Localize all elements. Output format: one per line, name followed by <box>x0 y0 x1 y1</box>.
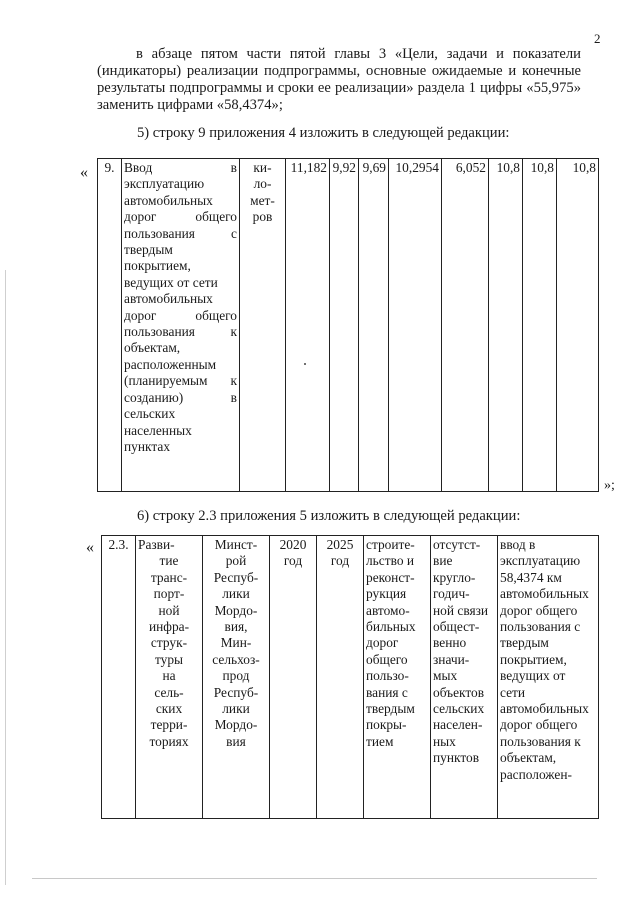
page-number: 2 <box>594 31 601 46</box>
value-cell: 6,052 <box>442 159 489 492</box>
content-line: вания с <box>366 684 408 700</box>
result-line: 58,4374 км <box>500 569 562 585</box>
measure-line: сель- <box>154 684 184 700</box>
content-line: тием <box>366 733 394 749</box>
table-appendix-5-row-2-3 <box>101 535 599 819</box>
executor-line: прод <box>222 668 250 684</box>
name-line: твердым <box>124 242 173 258</box>
consequence-line: венно <box>433 635 467 651</box>
unit-cell <box>240 159 286 492</box>
measure-line: порт- <box>153 586 185 602</box>
unit-line: ло- <box>253 176 272 192</box>
name-line: сельских <box>124 406 176 422</box>
paragraph-line: результаты подпрограммы и сроки ее реализации» раздела 1 цифры «55,975» <box>97 80 581 96</box>
measure-line: ториях <box>149 733 189 749</box>
measure-line: транс- <box>150 569 188 585</box>
content-cell <box>364 536 431 819</box>
consequence-cell <box>431 536 498 819</box>
value-cell: 9,69 <box>359 159 389 492</box>
executor-line: Респуб- <box>213 684 259 700</box>
content-line: бильных <box>366 619 416 635</box>
result-line: ведущих от <box>500 668 566 684</box>
start-year-cell <box>270 536 317 819</box>
content-line: общего <box>366 651 408 667</box>
unit-line: ки- <box>253 160 272 175</box>
consequence-line: общест- <box>433 619 480 635</box>
executor-line: рой <box>225 553 247 569</box>
content-line: льство и <box>366 553 415 569</box>
name-line: (планируемым к <box>124 373 237 389</box>
measure-name-cell <box>136 536 203 819</box>
content-line: покры- <box>366 717 407 733</box>
close-quote-1: »; <box>604 478 615 493</box>
result-line: дорог общего <box>500 717 578 733</box>
result-line: расположен- <box>500 766 572 782</box>
measure-line: Разви- <box>138 537 175 552</box>
unit-line: мет- <box>250 192 275 208</box>
scan-edge <box>5 270 6 885</box>
content-line: пользо- <box>366 668 409 684</box>
consequence-line: вие <box>433 553 453 569</box>
name-line: эксплуатацию <box>124 176 205 192</box>
name-line: дорог общего <box>124 209 237 225</box>
consequence-line: мых <box>433 668 458 684</box>
content-line: твердым <box>366 701 415 717</box>
value-cell: 9,92 <box>330 159 359 492</box>
paragraph-amendment <box>97 46 581 114</box>
table-appendix-4-row-9 <box>97 158 599 492</box>
measure-line: инфра- <box>148 619 190 635</box>
result-line: пользования к <box>500 733 581 749</box>
name-line: пользования к <box>124 324 237 340</box>
name-line: Ввод в <box>124 160 237 175</box>
name-line: дорог общего <box>124 307 237 323</box>
executor-line: Респуб- <box>213 569 259 585</box>
result-line: объектам, <box>500 750 557 766</box>
paragraph-line: заменить цифрами «58,4374»; <box>97 97 283 113</box>
name-line: пунктах <box>124 438 171 454</box>
value-cell: 10,8 <box>523 159 557 492</box>
start-year-unit: год <box>283 553 303 569</box>
executor-line: Мордо- <box>214 717 258 733</box>
row-number-cell: 9. <box>98 159 122 492</box>
name-line: автомобильных <box>124 192 213 208</box>
open-quote-2: « <box>86 539 94 556</box>
value-cell: 10,2954 <box>389 159 442 492</box>
name-line: покрытием, <box>124 258 191 274</box>
end-year-cell <box>317 536 364 819</box>
indicator-name-cell <box>122 159 240 492</box>
executor-line: вия, <box>224 619 248 635</box>
unit-line: ров <box>252 209 273 225</box>
row-number-cell: 2.3. <box>102 536 136 819</box>
content-line: рукция <box>366 586 407 602</box>
scan-edge-bottom <box>32 878 597 879</box>
result-line: дорог общего <box>500 602 578 618</box>
measure-line: ских <box>155 701 183 717</box>
value-cell: 10,8 <box>557 159 599 492</box>
content-line: автомо- <box>366 602 410 618</box>
executor-line: лики <box>222 701 250 717</box>
end-year: 2025 <box>326 537 354 552</box>
executor-line: сельхоз- <box>212 651 260 667</box>
consequence-line: ной связи <box>433 602 489 618</box>
consequence-line: годич- <box>433 586 470 602</box>
result-line: эксплуатацию <box>500 553 581 569</box>
result-line: твердым <box>500 635 549 651</box>
executor-line: Минст- <box>214 537 258 552</box>
scan-speck <box>304 363 306 365</box>
name-line: созданию) в <box>124 389 237 405</box>
executor-line: Мордо- <box>214 602 258 618</box>
measure-line: ной <box>158 602 180 618</box>
measure-line: тие <box>159 553 179 569</box>
result-cell <box>498 536 599 819</box>
result-line: сети <box>500 684 526 700</box>
value-cell: 11,182 <box>286 159 330 492</box>
consequence-line: сельских <box>433 701 485 717</box>
item-5-heading: 5) строку 9 приложения 4 изложить в следующей редакции: <box>137 125 510 141</box>
item-6-heading: 6) строку 2.3 приложения 5 изложить в следующей редакции: <box>137 508 521 524</box>
measure-line: на <box>162 668 176 684</box>
name-line: пользования с <box>124 225 237 241</box>
end-year-unit: год <box>330 553 350 569</box>
consequence-line: значи- <box>433 651 470 667</box>
result-line: автомобильных <box>500 586 589 602</box>
name-line: расположенным <box>124 356 217 372</box>
paragraph-line: (индикаторы) реализации подпрограммы, основные ожидаемые и конечные <box>97 63 581 79</box>
executor-line: лики <box>222 586 250 602</box>
consequence-line: пунктов <box>433 750 480 766</box>
content-line: дорог <box>366 635 399 651</box>
open-quote-1: « <box>80 164 88 181</box>
content-line: реконст- <box>366 569 415 585</box>
result-line: ввод в <box>500 537 536 552</box>
consequence-line: населен- <box>433 717 483 733</box>
consequence-line: кругло- <box>433 569 476 585</box>
result-line: покрытием, <box>500 651 567 667</box>
executor-cell <box>203 536 270 819</box>
result-line: автомобильных <box>500 701 589 717</box>
name-line: населенных <box>124 422 192 438</box>
content-line: строите- <box>366 537 415 552</box>
paragraph-line: в абзаце пятом части пятой главы 3 «Цели, задачи и показатели <box>136 46 581 62</box>
value-cell: 10,8 <box>489 159 523 492</box>
result-line: пользования с <box>500 619 581 635</box>
name-line: ведущих от сети <box>124 274 218 290</box>
name-line: автомобильных <box>124 291 213 307</box>
measure-line: туры <box>154 651 184 667</box>
name-line: объектам, <box>124 340 181 356</box>
start-year: 2020 <box>279 537 307 552</box>
executor-line: вия <box>226 733 246 749</box>
consequence-line: ных <box>433 733 456 749</box>
consequence-line: объектов <box>433 684 485 700</box>
consequence-line: отсутст- <box>433 537 481 552</box>
executor-line: Мин- <box>220 635 252 651</box>
measure-line: струк- <box>150 635 188 651</box>
measure-line: терри- <box>150 717 188 733</box>
